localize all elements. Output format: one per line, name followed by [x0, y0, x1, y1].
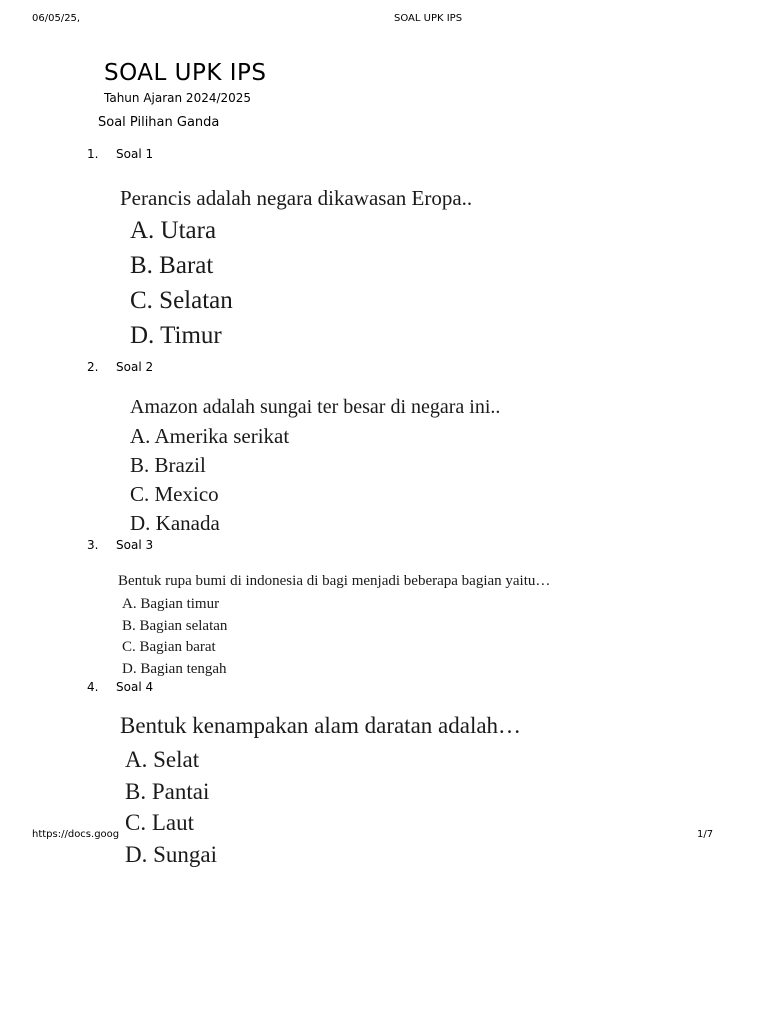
- option-d: D. Bagian tengah: [122, 660, 227, 677]
- question-text: Amazon adalah sungai ter besar di negara ini..: [130, 396, 501, 418]
- question-number: 2.: [87, 360, 99, 374]
- option-d: D. Sungai: [125, 841, 217, 867]
- form-title: SOAL UPK IPS: [104, 60, 267, 86]
- option-a: A. Amerika serikat: [130, 424, 290, 448]
- question-1-image: [120, 186, 472, 357]
- option-a: A. Bagian timur: [122, 596, 220, 612]
- option-d: D. Timur: [130, 322, 222, 349]
- question-number: 4.: [87, 680, 99, 694]
- question-title: Soal 3: [116, 538, 154, 552]
- option-a: A. Utara: [130, 217, 217, 244]
- option-b: B. Brazil: [130, 453, 206, 477]
- form-subtitle: Tahun Ajaran 2024/2025: [104, 91, 252, 105]
- print-page-number: 1/7: [697, 829, 714, 840]
- question-text: Bentuk rupa bumi di indonesia di bagi menjadi beberapa bagian yaitu…: [118, 573, 551, 589]
- question-number: 3.: [87, 538, 99, 552]
- question-2-image: [130, 396, 500, 540]
- option-c: C. Laut: [125, 810, 194, 835]
- question-title: Soal 4: [116, 680, 154, 694]
- question-4-image: [120, 713, 521, 873]
- question-4-label: [87, 680, 153, 694]
- question-title: Soal 1: [116, 147, 154, 161]
- option-c: C. Bagian barat: [122, 639, 216, 655]
- question-title: Soal 2: [116, 360, 154, 374]
- question-3-label: [87, 538, 153, 552]
- print-header-title: SOAL UPK IPS: [394, 13, 463, 24]
- question-3-image: [118, 573, 550, 682]
- question-number: 1.: [87, 147, 99, 161]
- question-text: Bentuk kenampakan alam daratan adalah…: [120, 713, 522, 738]
- option-d: D. Kanada: [130, 511, 220, 535]
- option-c: C. Selatan: [130, 287, 233, 314]
- question-text: Perancis adalah negara dikawasan Eropa..: [120, 186, 473, 210]
- option-b: B. Pantai: [125, 778, 210, 804]
- option-a: A. Selat: [125, 747, 200, 772]
- option-b: B. Barat: [130, 252, 214, 279]
- section-title: Soal Pilihan Ganda: [98, 115, 220, 130]
- option-c: C. Mexico: [130, 482, 219, 506]
- print-footer-url: https://docs.goog: [32, 829, 120, 840]
- option-b: B. Bagian selatan: [122, 617, 228, 634]
- question-2-label: [87, 360, 153, 374]
- question-1-label: [87, 147, 153, 161]
- print-date: 06/05/25,: [32, 13, 81, 24]
